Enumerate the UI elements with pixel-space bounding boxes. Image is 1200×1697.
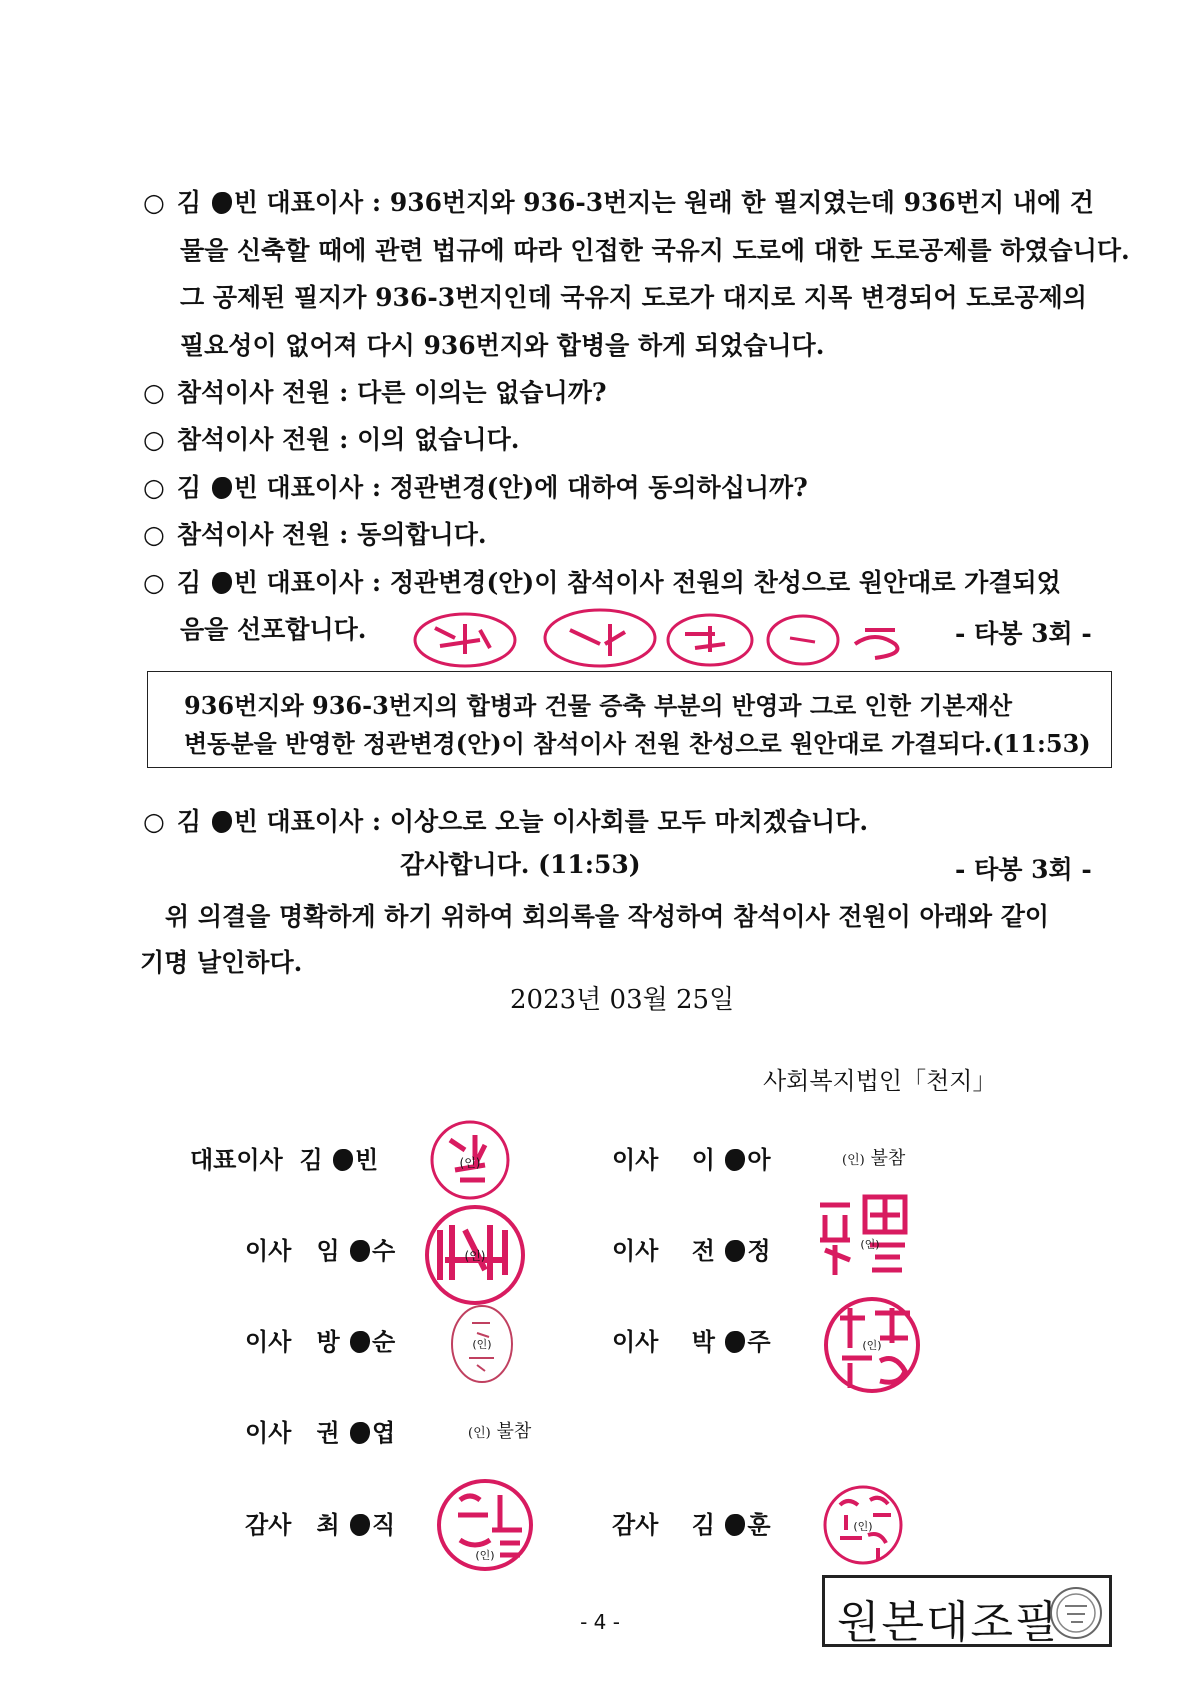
signatory-director-lee: 이사 이 아 — [612, 1145, 771, 1174]
svg-text:(인): (인) — [853, 1520, 873, 1533]
certified-seal-icon — [1047, 1584, 1105, 1642]
seal-auditor-kim — [818, 1480, 908, 1570]
dialogue-line-1-cont-1: 물을 신축할 때에 관련 법규에 따라 인접한 국유지 도로에 대한 도로공제를 하였습니다. — [180, 236, 1130, 265]
signatory-director-park: 이사 박 주 — [612, 1327, 771, 1356]
seal-ceo — [425, 1115, 515, 1205]
redaction-mark — [725, 1331, 745, 1353]
signatory-ceo: 대표이사 김 빈 — [190, 1145, 379, 1174]
svg-text:(인): (인) — [862, 1339, 882, 1352]
dialogue-line-7-cont: 감사합니다. (11:53) — [400, 850, 641, 879]
redaction-mark — [725, 1149, 745, 1171]
redaction-mark — [212, 811, 232, 833]
redaction-mark — [333, 1149, 353, 1171]
resolution-line-2: 변동분을 반영한 정관변경(안)이 참석이사 전원 찬성으로 원안대로 가결되다.(11:53) — [184, 729, 1091, 758]
dialogue-line-6-cont: 음을 선포합니다. — [180, 615, 367, 644]
gavel-note-1: - 타봉 3회 - — [955, 619, 1092, 648]
dialogue-line-1-cont-3: 필요성이 없어져 다시 936번지와 합병을 하게 되었습니다. — [180, 331, 825, 360]
redaction-mark — [212, 192, 232, 214]
closing-line-2: 기명 날인하다. — [140, 948, 303, 977]
resolution-line-1: 936번지와 936-3번지의 합병과 건물 증축 부분의 반영과 그로 인한 기본재산 — [184, 691, 1013, 720]
signatory-director-bang: 이사 방 순 — [245, 1327, 396, 1356]
redaction-mark — [350, 1514, 370, 1536]
closing-line-1: 위 의결을 명확하게 하기 위하여 회의록을 작성하여 참석이사 전원이 아래와 같이 — [165, 902, 1049, 931]
signatory-director-im: 이사 임 수 — [245, 1236, 396, 1265]
dialogue-line-6: ○ 김 빈 대표이사 : 정관변경(안)이 참석이사 전원의 찬성으로 원안대로 가결되었 — [143, 568, 1061, 597]
redaction-mark — [212, 477, 232, 499]
seal-director-park — [820, 1293, 925, 1398]
redaction-mark — [350, 1240, 370, 1262]
svg-text:(인): (인) — [459, 1156, 481, 1170]
signatory-director-kwon: 이사 권 엽 — [245, 1418, 396, 1447]
certified-copy-stamp — [822, 1575, 1112, 1647]
svg-text:(인): (인) — [860, 1238, 880, 1251]
dialogue-line-7: ○ 김 빈 대표이사 : 이상으로 오늘 이사회를 모두 마치겠습니다. — [143, 807, 869, 836]
svg-text:(인): (인) — [475, 1549, 495, 1562]
redaction-mark — [725, 1514, 745, 1536]
director-seals-row — [410, 606, 940, 668]
dialogue-line-2: ○ 참석이사 전원 : 다른 이의는 없습니까? — [143, 378, 607, 407]
dialogue-line-1: ○ 김 빈 대표이사 : 936번지와 936-3번지는 원래 한 필지였는데 936번지 내에 건 — [143, 188, 1094, 217]
meeting-date: 2023년 03월 25일 — [510, 985, 735, 1015]
seal-director-bang — [447, 1303, 517, 1385]
signatory-director-jeon: 이사 전 정 — [612, 1236, 771, 1265]
organization-name: 사회복지법인「천지」 — [763, 1067, 997, 1095]
seal-director-im — [420, 1200, 530, 1310]
signatory-auditor-kim: 감사 김 훈 — [612, 1510, 771, 1539]
redaction-mark — [350, 1331, 370, 1353]
certified-copy-label: 원본대조필 — [837, 1597, 1060, 1648]
dialogue-line-3: ○ 참석이사 전원 : 이의 없습니다. — [143, 425, 520, 454]
svg-text:(인): (인) — [464, 1249, 486, 1263]
gavel-note-2: - 타봉 3회 - — [955, 855, 1092, 884]
absent-note-kwon: (인) 불참 — [468, 1421, 532, 1442]
redaction-mark — [350, 1422, 370, 1444]
seal-2 — [545, 610, 655, 666]
redaction-mark — [212, 572, 232, 594]
absent-note-lee: (인) 불참 — [842, 1148, 906, 1169]
signatory-auditor-choi: 감사 최 직 — [245, 1510, 396, 1539]
svg-text:(인): (인) — [472, 1338, 492, 1351]
resolution-box — [147, 671, 1112, 768]
page-number: - 4 - — [580, 1610, 620, 1634]
dialogue-line-5: ○ 참석이사 전원 : 동의합니다. — [143, 520, 487, 549]
seal-director-jeon — [810, 1185, 920, 1280]
dialogue-line-4: ○ 김 빈 대표이사 : 정관변경(안)에 대하여 동의하십니까? — [143, 473, 808, 502]
redaction-mark — [725, 1240, 745, 1262]
seal-auditor-choi — [430, 1475, 540, 1575]
dialogue-line-1-cont-2: 그 공제된 필지가 936-3번지인데 국유지 도로가 대지로 지목 변경되어 도로공제의 — [180, 283, 1087, 312]
